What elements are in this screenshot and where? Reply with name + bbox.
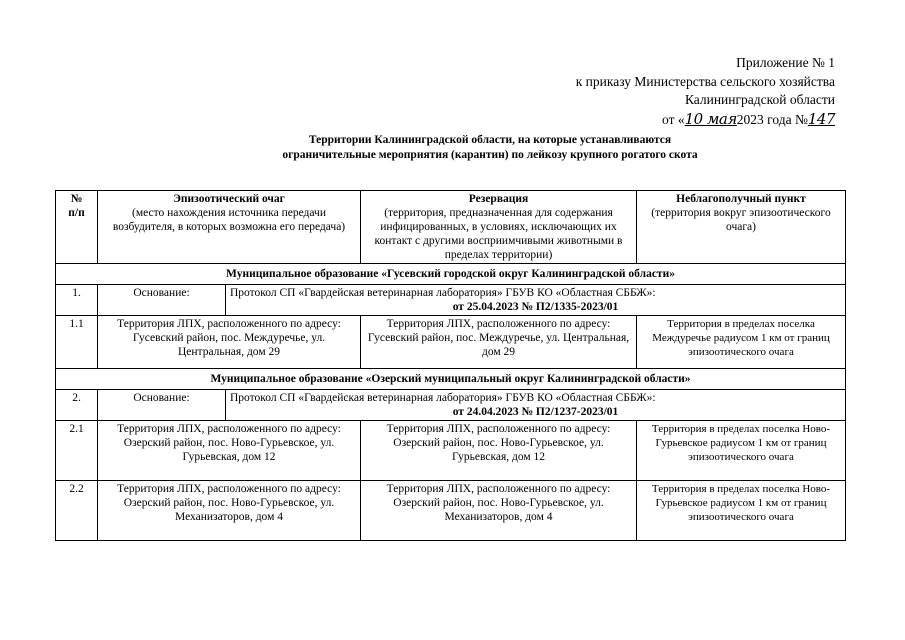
table-row bbox=[56, 481, 846, 541]
basis-label: Основание: bbox=[98, 285, 226, 316]
header-unsafe-title: Неблагополучный пункт bbox=[676, 193, 806, 205]
quarantine-table bbox=[55, 190, 846, 541]
row-num: 2.1 bbox=[56, 421, 98, 481]
basis-row bbox=[56, 390, 846, 421]
appendix-line-3: Калининградской области bbox=[684, 92, 835, 107]
row-num: 2.2 bbox=[56, 481, 98, 541]
basis-row bbox=[56, 285, 846, 316]
basis-protocol-number: от 24.04.2023 № П2/1237-2023/01 bbox=[452, 406, 619, 418]
basis-text: Протокол СП «Гвардейская ветеринарная лаборатория» ГБУВ КО «Областная СББЖ»: bbox=[230, 392, 656, 404]
row-reservation: Территория ЛПХ, расположенного по адресу: Озерский район, пос. Ново-Гурьевское, ул. Механизаторов, дом 4 bbox=[361, 481, 637, 541]
document-title bbox=[40, 133, 905, 162]
header-unsafe-point bbox=[637, 191, 846, 264]
date-prefix: от « bbox=[662, 111, 685, 127]
section-title: Муниципальное образование «Гусевский городской округ Калининградской области» bbox=[56, 264, 846, 285]
appendix-header bbox=[576, 54, 835, 129]
appendix-date-line bbox=[576, 110, 835, 130]
row-num: 1.1 bbox=[56, 316, 98, 369]
row-focus: Территория ЛПХ, расположенного по адресу: Гусевский район, пос. Междуречье, ул. Центральная, дом 29 bbox=[98, 316, 361, 369]
row-reservation: Территория ЛПХ, расположенного по адресу: Гусевский район, пос. Междуречье, ул. Центральная, дом 29 bbox=[361, 316, 637, 369]
basis-num: 2. bbox=[56, 390, 98, 421]
appendix-line-1: Приложение № 1 bbox=[736, 55, 835, 70]
row-focus: Территория ЛПХ, расположенного по адресу: Озерский район, пос. Ново-Гурьевское, ул. Механизаторов, дом 4 bbox=[98, 481, 361, 541]
table-row bbox=[56, 316, 846, 369]
table-row bbox=[56, 421, 846, 481]
date-mid: 2023 года № bbox=[736, 111, 808, 127]
section-row bbox=[56, 264, 846, 285]
basis-text-cell bbox=[226, 285, 846, 316]
row-unsafe: Территория в пределах поселка Ново-Гурьевское радиусом 1 км от границ эпизоотического очага bbox=[637, 421, 846, 481]
row-unsafe: Территория в пределах поселка Междуречье радиусом 1 км от границ эпизоотического очага bbox=[637, 316, 846, 369]
header-focus-desc: (место нахождения источника передачи возбудителя, в которых возможна его передача) bbox=[112, 207, 346, 233]
header-reservation bbox=[361, 191, 637, 264]
header-focus-title: Эпизоотический очаг bbox=[173, 193, 285, 205]
row-focus: Территория ЛПХ, расположенного по адресу: Озерский район, пос. Ново-Гурьевское, ул. Гурьевская, дом 12 bbox=[98, 421, 361, 481]
section-row bbox=[56, 369, 846, 390]
handwritten-date: 10 мая bbox=[684, 109, 737, 128]
title-line-2: ограничительные мероприятия (карантин) по лейкозу крупного рогатого скота bbox=[282, 148, 698, 161]
basis-label: Основание: bbox=[98, 390, 226, 421]
basis-protocol-number: от 25.04.2023 № П2/1335-2023/01 bbox=[452, 301, 619, 313]
header-reservation-title: Резервация bbox=[468, 193, 529, 205]
section-title: Муниципальное образование «Озерский муниципальный округ Калининградской области» bbox=[56, 369, 846, 390]
table-header-row bbox=[56, 191, 846, 264]
title-line-1: Территории Калининградской области, на которые устанавливаются bbox=[308, 134, 672, 146]
header-focus bbox=[98, 191, 361, 264]
appendix-line-2: к приказу Министерства сельского хозяйства bbox=[575, 73, 835, 89]
header-num: № п/п bbox=[56, 191, 98, 264]
basis-text: Протокол СП «Гвардейская ветеринарная лаборатория» ГБУВ КО «Областная СББЖ»: bbox=[230, 287, 656, 299]
header-unsafe-desc: (территория вокруг эпизоотического очага) bbox=[651, 207, 831, 233]
row-reservation: Территория ЛПХ, расположенного по адресу: Озерский район, пос. Ново-Гурьевское, ул. Гурьевская, дом 12 bbox=[361, 421, 637, 481]
basis-num: 1. bbox=[56, 285, 98, 316]
basis-text-cell bbox=[226, 390, 846, 421]
handwritten-number: 147 bbox=[807, 109, 835, 128]
header-reservation-desc: (территория, предназначенная для содержания инфицированных, в условиях, исключающих их контакт с другими восприимчивыми животными в пределах территории) bbox=[374, 207, 623, 261]
row-unsafe: Территория в пределах поселка Ново-Гурьевское радиусом 1 км от границ эпизоотического очага bbox=[637, 481, 846, 541]
